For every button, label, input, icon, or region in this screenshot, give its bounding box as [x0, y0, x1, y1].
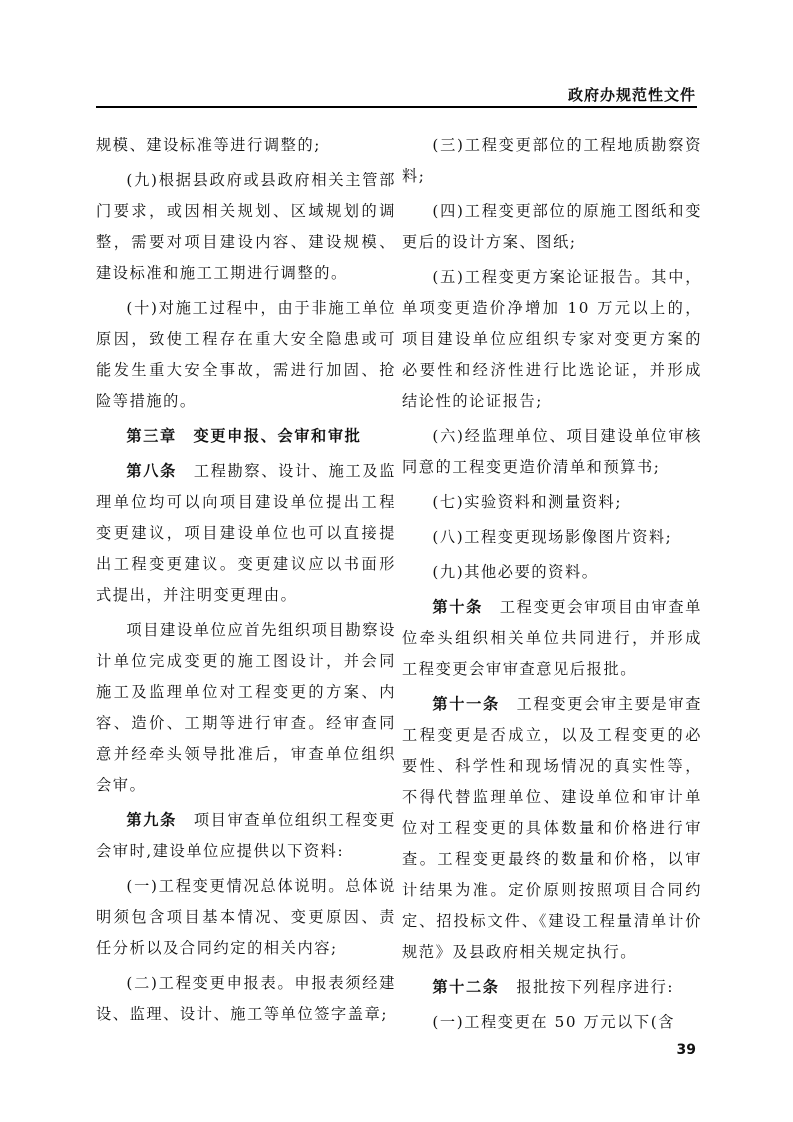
article-11-text: 工程变更会审主要是审查工程变更是否成立，以及工程变更的必要性、科学性和现场情况的真实性等，不得代替监理单位、建设单位和审计单位对工程变更的具体数量和价格进行审查。工程变更最终的数量和价格，以审计结果为准。定价原则按照项目合同约定、招投标文件、《建设工程量清单计价规范》及县政府相关规定执行。 — [402, 695, 702, 961]
article-8 — [96, 456, 396, 611]
article-12 — [402, 972, 702, 1003]
right-column — [402, 130, 702, 1042]
article-10-text: 工程变更会审项目由审查单位牵头组织相关单位共同进行，并形成工程变更会审审查意见后报批。 — [402, 598, 702, 678]
article-8-label: 第八条 — [126, 462, 177, 480]
article-10 — [402, 592, 702, 685]
article-9-text: 项目审查单位组织工程变更会审时,建设单位应提供以下资料: — [96, 811, 396, 860]
left-column — [96, 130, 396, 1034]
list-item: (五)工程变更方案论证报告。其中，单项变更造价净增加 10 万元以上的，项目建设单位应组织专家对变更方案的必要性和经济性进行比选论证，并形成结论性的论证报告; — [402, 268, 702, 410]
header-rule — [96, 106, 697, 108]
paragraph: 项目建设单位应首先组织项目勘察设计单位完成变更的施工图设计，并会同施工及监理单位对工程变更的方案、内容、造价、工期等进行审查。经审查同意并经牵头领导批准后，审查单位组织会审。 — [96, 621, 396, 794]
article-11-label: 第十一条 — [432, 695, 500, 713]
article-12-label: 第十二条 — [432, 978, 500, 996]
list-item: (八)工程变更现场影像图片资料; — [432, 528, 673, 546]
list-item: (九)其他必要的资料。 — [432, 563, 599, 581]
header-title: 政府办规范性文件 — [567, 86, 696, 104]
list-item: (一)工程变更在 50 万元以下(含 — [432, 1013, 676, 1031]
article-11 — [402, 689, 702, 968]
article-9 — [96, 805, 396, 867]
article-12-text: 报批按下列程序进行: — [516, 978, 675, 996]
article-9-label: 第九条 — [126, 811, 177, 829]
page-number: 39 — [676, 1042, 696, 1058]
clause-10: (十)对施工过程中，由于非施工单位原因，致使工程存在重大安全隐患或可能发生重大安全事故，需进行加固、抢险等措施的。 — [96, 299, 396, 410]
paragraph: 规模、建设标准等进行调整的; — [96, 136, 321, 154]
list-item: (七)实验资料和测量资料; — [432, 493, 623, 511]
article-8-text: 工程勘察、设计、施工及监理单位均可以向项目建设单位提出工程变更建议，项目建设单位也可以直接提出工程变更建议。变更建议应以书面形式提出，并注明变更理由。 — [96, 462, 396, 604]
list-item: (六)经监理单位、项目建设单位审核同意的工程变更造价清单和预算书; — [402, 427, 702, 476]
list-item: (四)工程变更部位的原施工图纸和变更后的设计方案、图纸; — [402, 202, 702, 251]
chapter-heading: 第三章 变更申报、会审和审批 — [126, 427, 362, 445]
list-item: (一)工程变更情况总体说明。总体说明须包含项目基本情况、变更原因、责任分析以及合同约定的相关内容; — [96, 877, 396, 957]
clause-9: (九)根据县政府或县政府相关主管部门要求，或因相关规划、区域规划的调整，需要对项目建设内容、建设规模、建设标准和施工工期进行调整的。 — [96, 171, 396, 282]
article-10-label: 第十条 — [432, 598, 483, 616]
list-item: (二)工程变更申报表。申报表须经建设、监理、设计、施工等单位签字盖章; — [96, 974, 396, 1023]
list-item: (三)工程变更部位的工程地质勘察资料; — [402, 136, 702, 185]
